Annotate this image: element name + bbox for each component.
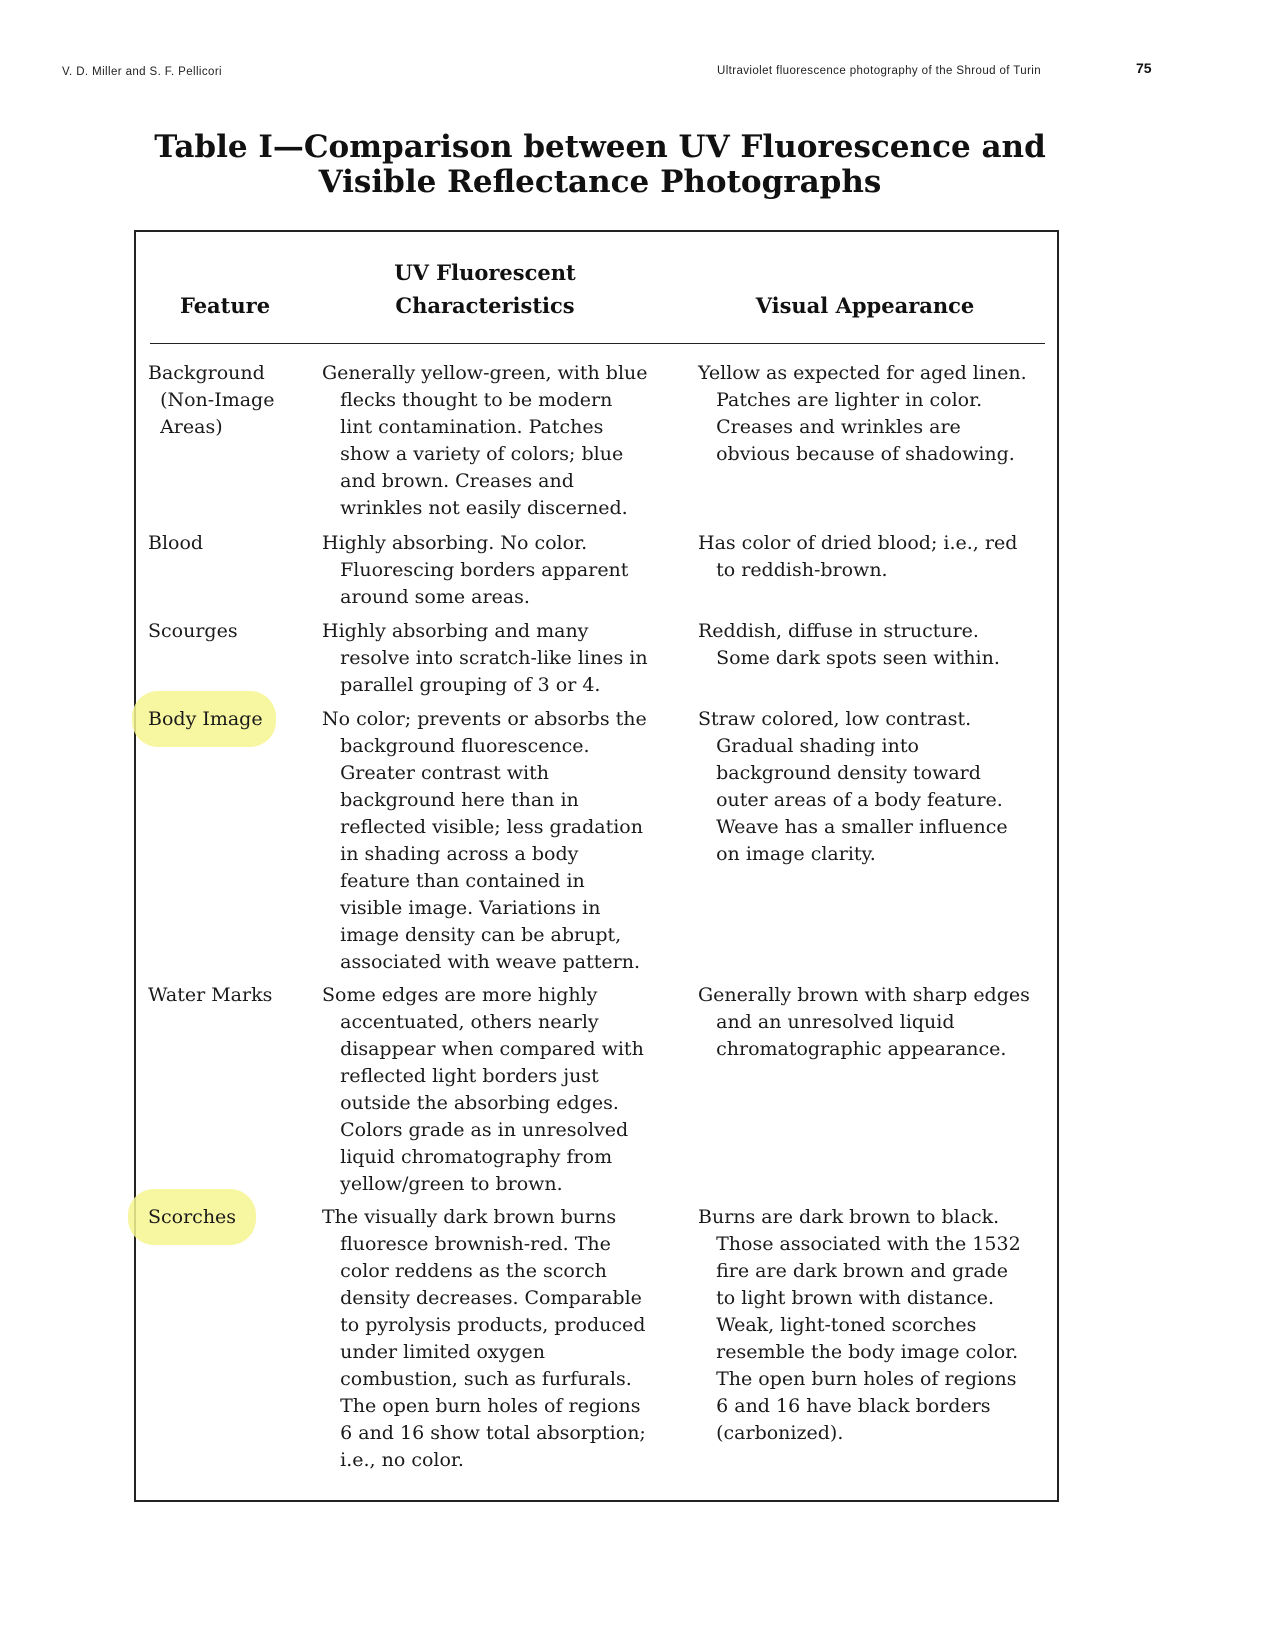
visual-appearance-cell: Has color of dried blood; i.e., red to reddish-brown. xyxy=(698,532,1018,581)
uv-characteristics-cell: Highly absorbing. No color. Fluorescing borders apparent around some areas. xyxy=(322,532,629,608)
table-title xyxy=(130,130,1070,200)
uv-characteristics-cell: Some edges are more highly accentuated, others nearly disappear when compared with reflected light borders just outside the absorbing edges. Colors grade as in unresolved liquid chromatography from yellow/green to brown. xyxy=(322,984,644,1195)
uv-characteristics-cell: The visually dark brown burns fluoresce brownish-red. The color reddens as the scorch density decreases. Comparable to pyrolysis products, produced under limited oxygen combustion, such as furfurals. The open burn holes of regions 6 and 16 show total absorption; i.e., no color. xyxy=(322,1206,646,1471)
table-title-line-2: Visible Reflectance Photographs xyxy=(318,164,882,200)
feature-cell: Scorches xyxy=(148,1206,237,1228)
column-header-uv-line-2: Characteristics xyxy=(395,293,575,318)
column-header-uv-fluorescent xyxy=(340,256,630,322)
visual-appearance-cell: Reddish, diffuse in structure. Some dark spots seen within. xyxy=(698,620,1000,669)
feature-cell: Scourges xyxy=(148,620,238,642)
feature-cell: Body Image xyxy=(148,708,263,730)
feature-cell: Blood xyxy=(148,532,204,554)
visual-appearance-cell: Yellow as expected for aged linen. Patches are lighter in color. Creases and wrinkles are obvious because of shadowing. xyxy=(698,362,1027,465)
uv-characteristics-cell: Generally yellow-green, with blue flecks thought to be modern lint contamination. Patches show a variety of colors; blue and brown. Creases and wrinkles not easily discerned. xyxy=(322,362,648,519)
uv-characteristics-cell: Highly absorbing and many resolve into scratch-like lines in parallel grouping of 3 or 4. xyxy=(322,620,648,696)
uv-characteristics-cell: No color; prevents or absorbs the background fluorescence. Greater contrast with background here than in reflected visible; less gradation in shading across a body feature than contained in visible image. Variations in image density can be abrupt, associated with weave pattern. xyxy=(322,708,647,973)
feature-cell: Background (Non-Image Areas) xyxy=(148,362,275,438)
column-header-uv-line-1: UV Fluorescent xyxy=(394,260,576,285)
column-header-feature: Feature xyxy=(179,293,271,318)
running-head-title: Ultraviolet fluorescence photography of the Shroud of Turin xyxy=(717,65,1042,77)
column-header-visual-appearance: Visual Appearance xyxy=(755,293,975,318)
page-number: 75 xyxy=(1136,60,1152,76)
visual-appearance-cell: Straw colored, low contrast. Gradual shading into background density toward outer areas of a body feature. Weave has a smaller influence on image clarity. xyxy=(698,708,1008,865)
table-title-line-1: Table I—Comparison between UV Fluorescence and xyxy=(154,129,1046,165)
visual-appearance-cell: Generally brown with sharp edges and an unresolved liquid chromatographic appearance. xyxy=(698,984,1030,1060)
feature-cell: Water Marks xyxy=(148,984,273,1006)
running-head-authors: V. D. Miller and S. F. Pellicori xyxy=(62,66,223,78)
header-rule xyxy=(150,343,1045,344)
visual-appearance-cell: Burns are dark brown to black. Those associated with the 1532 fire are dark brown and grade to light brown with distance. Weak, light-toned scorches resemble the body image color. The open burn holes of regions 6 and 16 have black borders (carbonized). xyxy=(698,1206,1021,1444)
